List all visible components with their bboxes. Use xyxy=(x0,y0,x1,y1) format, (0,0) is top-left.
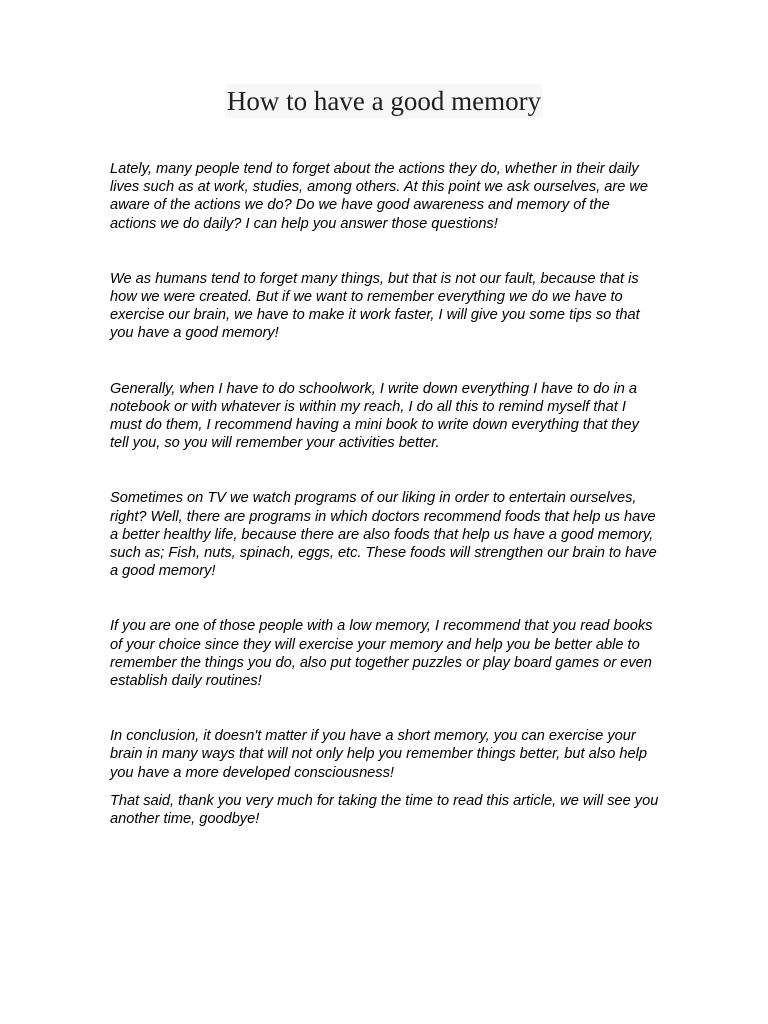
paragraph-closing: That said, thank you very much for taking the time to read this article, we will see you another time, goodbye! xyxy=(110,792,659,828)
paragraph-conclusion: In conclusion, it doesn't matter if you have a short memory, you can exercise your brain in many ways that will not only help you remember things better, but also help you have a more developed consciousness! xyxy=(110,728,648,781)
document-body xyxy=(110,160,660,828)
paragraph-intro: Lately, many people tend to forget about the actions they do, whether in their daily lives such as at work, studies, among others. At this point we ask ourselves, are we aware of the actions we do? Do we have good awareness and memory of the actions we do daily? I can help you answer those questions! xyxy=(110,161,649,232)
paragraph-foods: Sometimes on TV we watch programs of our liking in order to entertain ourselves, right? Well, there are programs in which doctors recommend foods that help us have a better healthy life, because there are also foods that help us have a good memory, such as; Fish, nuts, spinach, eggs, etc. These foods will strengthen our brain to have a good memory! xyxy=(110,490,657,580)
paragraph-schoolwork: Generally, when I have to do schoolwork, I write down everything I have to do in a notebook or with whatever is within my reach, I do all this to remind myself that I must do them, I recommend having a mini book to write down everything that they tell you, so you will remember your activities better. xyxy=(110,380,639,452)
paragraph-low-memory: If you are one of those people with a low memory, I recommend that you read books of your choice since they will exercise your memory and help you be better able to remember the things you do, also put together puzzles or play board games or even establish daily routines! xyxy=(110,618,653,690)
paragraph-humans-forget: We as humans tend to forget many things, but that is not our fault, because that is how we were created. But if we want to remember everything we do we have to exercise our brain, we have to make it work faster, I will give you some tips so that you have a good memory! xyxy=(110,270,640,342)
document-title: How to have a good memory xyxy=(226,86,542,116)
title-container xyxy=(0,84,768,118)
